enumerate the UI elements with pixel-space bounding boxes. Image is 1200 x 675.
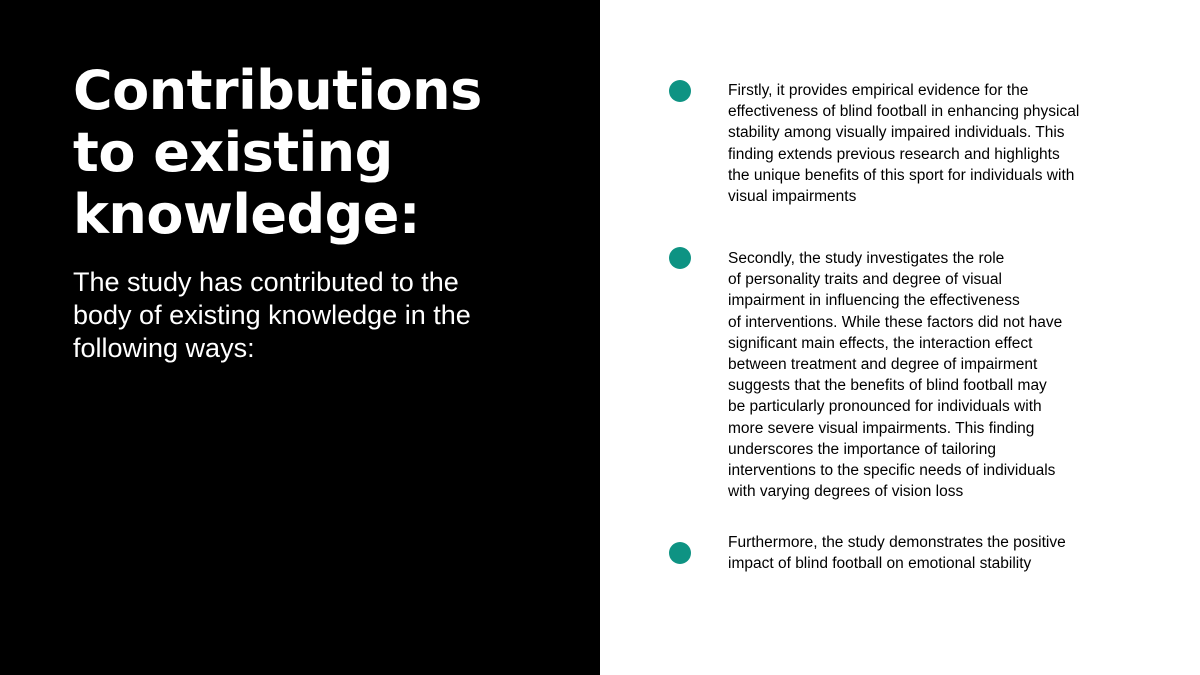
bullet-line: visual impairments [728, 188, 857, 206]
bullet-line: suggests that the benefits of blind football may [728, 377, 1047, 395]
bullet-line: the unique benefits of this sport for individuals with [728, 166, 1075, 184]
bullet-line: Furthermore, the study demonstrates the positive [728, 534, 1066, 551]
bullet-line: of interventions. While these factors did not have [728, 313, 1063, 331]
slide-title [73, 60, 573, 246]
bullet-text [728, 248, 1148, 502]
bullet-line: impact of blind football on emotional stability [728, 555, 1032, 573]
bullet-text [728, 532, 1148, 574]
bullet-line: underscores the importance of tailoring [728, 440, 996, 458]
bullet-line: between treatment and degree of impairment [728, 356, 1038, 374]
bullet-line: of personality traits and degree of visual [728, 271, 1002, 289]
bullet-dot-icon [669, 542, 691, 564]
bullet-line: interventions to the specific needs of individuals [728, 462, 1056, 480]
bullet-line: significant main effects, the interaction effect [728, 334, 1033, 352]
bullet-text [728, 80, 1148, 207]
slide-subtitle [73, 266, 543, 365]
bullet-line: more severe visual impairments. This finding [728, 419, 1035, 437]
bullet-line: stability among visually impaired individuals. This [728, 124, 1065, 142]
title-line: Contributions [73, 59, 482, 122]
bullet-line: impairment in influencing the effectiveness [728, 292, 1020, 310]
bullet-line: be particularly pronounced for individuals with [728, 398, 1042, 416]
bullet-line: finding extends previous research and highlights [728, 145, 1060, 163]
subtitle-line: The study has contributed to the [73, 267, 459, 297]
bullet-dot-icon [669, 80, 691, 102]
title-line: to existing [73, 121, 393, 184]
title-line: knowledge: [73, 183, 421, 246]
right-panel [600, 0, 1200, 675]
bullet-dot-icon [669, 247, 691, 269]
bullet-line: Secondly, the study investigates the role [728, 250, 1005, 267]
subtitle-line: body of existing knowledge in the [73, 300, 471, 330]
bullet-line: with varying degrees of vision loss [728, 483, 964, 501]
bullet-line: Firstly, it provides empirical evidence for the [728, 82, 1029, 99]
bullet-line: effectiveness of blind football in enhancing physical [728, 103, 1080, 121]
subtitle-line: following ways: [73, 333, 255, 363]
